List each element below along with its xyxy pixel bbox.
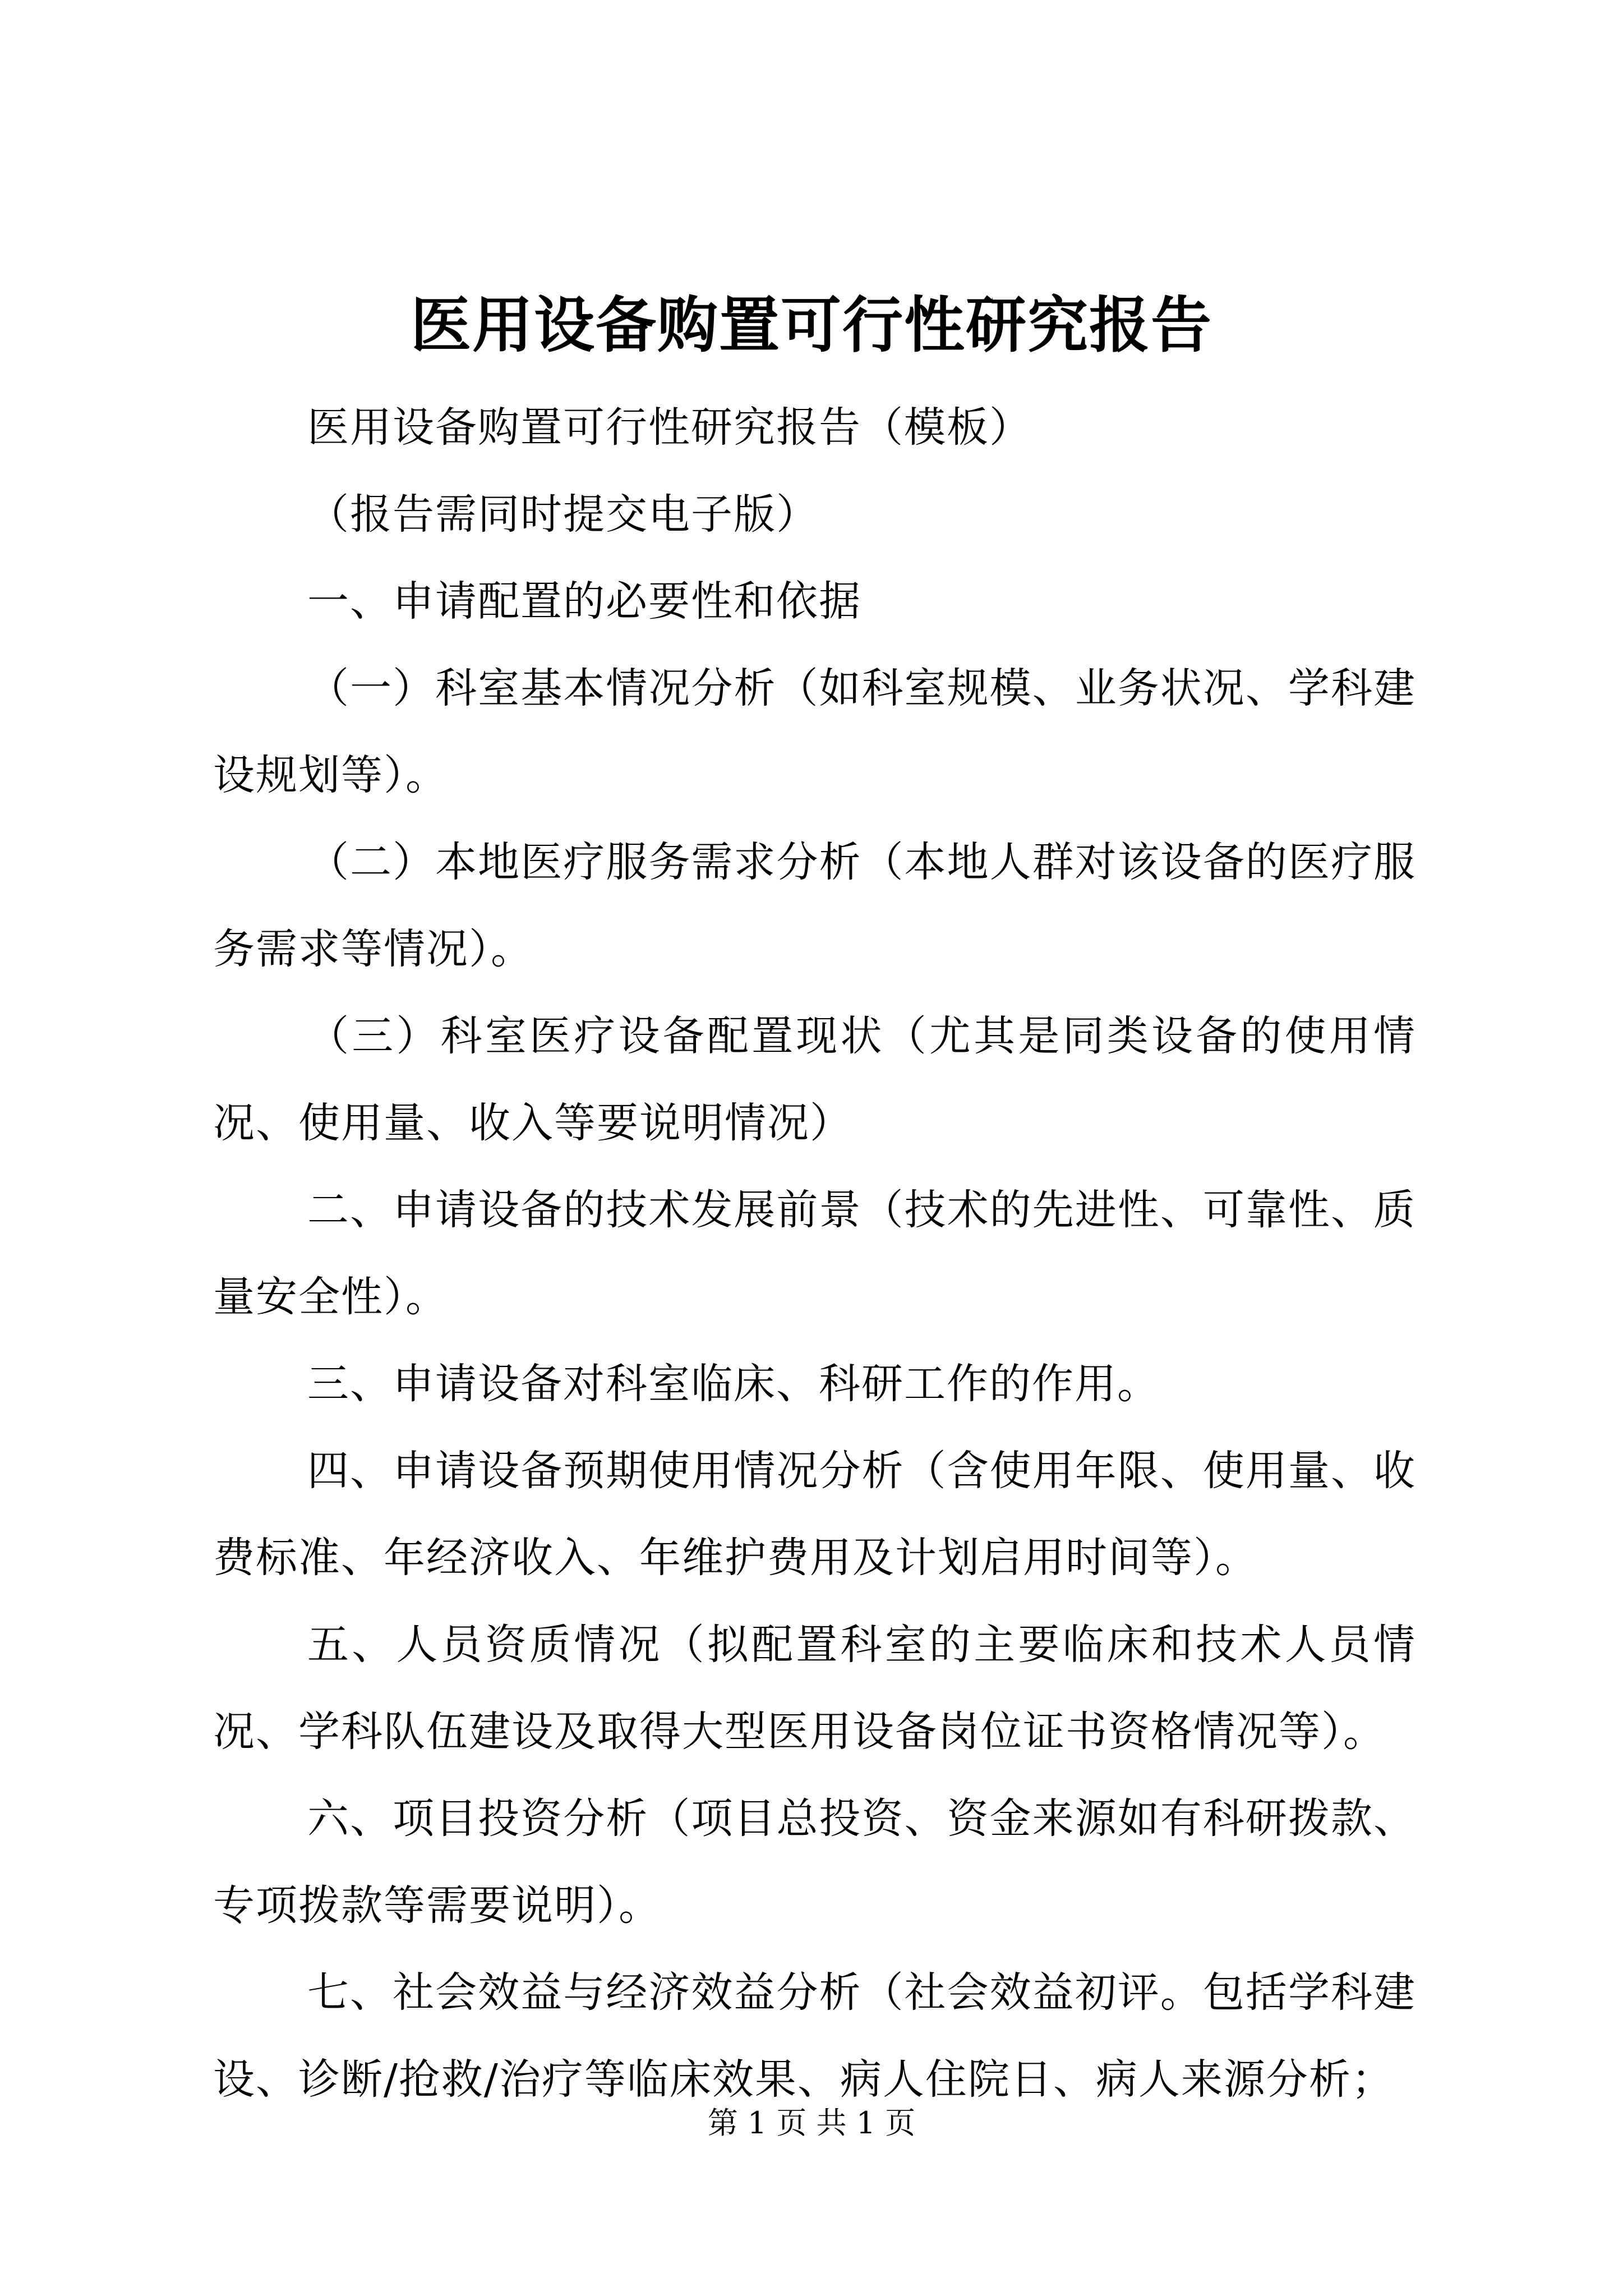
section-heading: 四、申请设备预期使用情况分析（含使用年限、使用量、收费标准、年经济收入、年维护费用及计划启用时间等）。 — [213, 1447, 1416, 1582]
section-heading: 七、社会效益与经济效益分析（社会效益初评。包括学科建设、诊断/抢救/治疗等临床效果、病人住院日、病人来源分析； — [213, 1968, 1416, 2104]
section-heading: 六、项目投资分析（项目总投资、资金来源如有科研拨款、专项拨款等需要说明）。 — [213, 1795, 1416, 1930]
paragraph: （三）科室医疗设备配置现状（尤其是同类设备的使用情况、使用量、收入等要说明情况） — [213, 1012, 1416, 1147]
paragraph: （报告需同时提交电子版） — [307, 490, 819, 539]
paragraph: （二）本地医疗服务需求分析（本地人群对该设备的医疗服务需求等情况）。 — [213, 838, 1416, 973]
section-heading: 三、申请设备对科室临床、科研工作的作用。 — [307, 1360, 1160, 1408]
document-title: 医用设备购置可行性研究报告 — [410, 290, 1212, 361]
paragraph: 医用设备购置可行性研究报告（模板） — [307, 403, 1032, 452]
section-heading: 五、人员资质情况（拟配置科室的主要临床和技术人员情况、学科队伍建设及取得大型医用设备岗位证书资格情况等）。 — [213, 1621, 1416, 1756]
document-body — [213, 384, 1416, 2123]
section-heading: 二、申请设备的技术发展前景（技术的先进性、可靠性、质量安全性）。 — [213, 1186, 1416, 1321]
page-footer: 第 1 页 共 1 页 — [707, 2105, 916, 2141]
paragraph: （一）科室基本情况分析（如科室规模、业务状况、学科建设规划等）。 — [213, 664, 1416, 799]
section-heading: 一、申请配置的必要性和依据 — [307, 577, 861, 625]
